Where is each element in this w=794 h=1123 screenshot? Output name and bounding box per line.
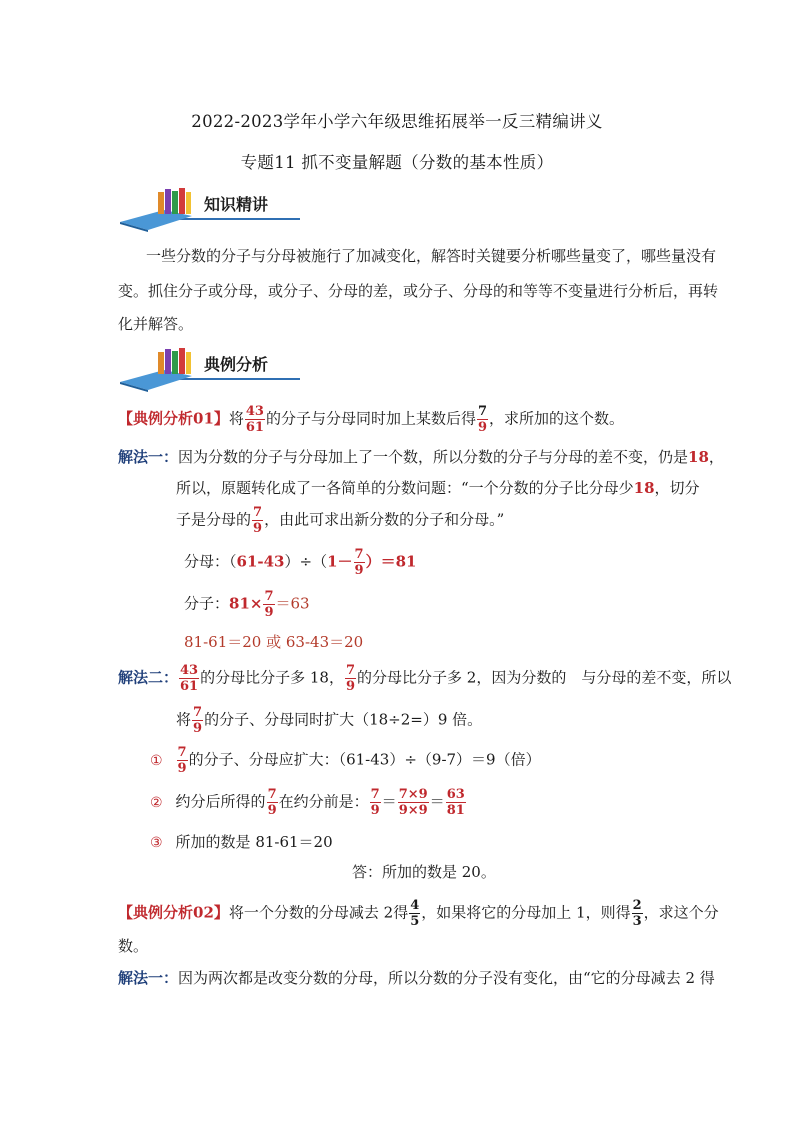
intro-line-2: 变。抓住分子或分母，或分子、分母的差，或分子、分母的和等等不变量进行分析后，再转: [118, 282, 719, 300]
intro-line-1: 一些分数的分子与分母被施行了加减变化，解答时关键要分析哪些量变了，哪些量没有: [146, 247, 717, 265]
example-02-question-line-2: 数。: [118, 937, 149, 955]
method-1-line-3: 子是分母的 $\frac{7}{9}$ ，由此可求出新分数的分子和分母。”: [176, 505, 505, 536]
calc-denominator: 分母：（61-43）÷（1－ $\frac{7}{9}$ ）＝81: [184, 547, 417, 578]
fraction-7-9: $\frac{7}{9}$: [370, 787, 380, 818]
example-01-question: 【典例分析01】将 $\frac{43}{61}$ 的分子与分母同时加上某数后得 $\frac{7}{9}$ ，求所加的这个数。: [118, 404, 625, 435]
fraction-63-81: $\frac{63}{81}$: [446, 787, 465, 818]
method-1-line-2: 所以，原题转化成了一各简单的分数问题：“一个分数的分子比分母少18，切分: [176, 479, 700, 497]
fraction-7-9: $\frac{7}{9}$: [354, 547, 364, 578]
fraction-2-3: $\frac{2}{3}$: [632, 898, 642, 929]
section-title-knowledge: 知识精讲: [204, 195, 269, 214]
fraction-7-9: $\frac{7}{9}$: [264, 589, 274, 620]
fraction-43-61: $\frac{43}{61}$: [180, 663, 199, 694]
answer: 答：所加的数是 20。: [352, 863, 496, 881]
section-header-knowledge: [118, 186, 300, 232]
method-1-label: 解法一：: [118, 448, 179, 466]
example-02-method-1-label: 解法一：: [118, 969, 179, 987]
fraction-7-9: $\frac{7}{9}$: [193, 705, 203, 736]
page-title: 2022-2023学年小学六年级思维拓展举一反三精编讲义: [191, 112, 603, 131]
calc-numerator: 分子：81× $\frac{7}{9}$ ＝63: [184, 589, 310, 620]
step-3: ③ 所加的数是 81-61＝20: [150, 833, 333, 851]
fraction-7-9: $\frac{7}{9}$: [177, 745, 187, 776]
fraction-7-9: $\frac{7}{9}$: [267, 787, 277, 818]
example-02-tag: 【典例分析02】: [118, 903, 229, 922]
page-subtitle: 专题11 抓不变量解题（分数的基本性质）: [240, 153, 554, 172]
fraction-43-61: $\frac{43}{61}$: [245, 404, 264, 435]
step-1: ① $\frac{7}{9}$ 的分子、分母应扩大：（61-43）÷（9-7）＝9（倍）: [150, 745, 541, 776]
example-01-tag: 【典例分析01】: [118, 409, 229, 428]
section-title-examples: 典例分析: [204, 355, 269, 374]
fraction-7-9: $\frac{7}{9}$: [253, 505, 263, 536]
fraction-7-9: $\frac{7}{9}$: [345, 663, 356, 694]
fraction-7-9: $\frac{7}{9}$: [478, 404, 488, 435]
example-02-method-1: 解法一：因为两次都是改变分数的分母，所以分数的分子没有变化，由“它的分母减去 2 得: [118, 969, 715, 987]
calc-difference: 81-61＝20 或 63-43＝20: [184, 633, 364, 651]
example-02-question: 【典例分析02】将一个分数的分母减去 2得 $\frac{4}{5}$ ，如果将它的分母加上 1，则得 $\frac{2}{3}$ ，求这个分: [118, 898, 719, 929]
step-2: ② 约分后所得的 $\frac{7}{9}$ 在约分前是： $\frac{7}{9}$ ＝ $\frac{7\times 9}{9\times 9}$ ＝ $\frac{63}{81}$: [150, 787, 465, 818]
fraction-4-5: $\frac{4}{5}$: [410, 898, 420, 929]
fraction-7x9-9x9: $\frac{7\times 9}{9\times 9}$: [398, 787, 428, 818]
method-2-line-1: 解法二： $\frac{43}{61}$ 的分母比分子多 18， $\frac{7}{9}$ 的分母比分子多 2，因为分数的 与分母的差不变，所以: [118, 663, 732, 694]
section-header-examples: [118, 346, 300, 392]
intro-line-3: 化并解答。: [118, 315, 194, 333]
method-1-line-1: 解法一：因为分数的分子与分母加上了一个数，所以分数的分子与分母的差不变，仍是18，: [118, 448, 724, 466]
method-2-line-2: 将 $\frac{7}{9}$ 的分子、分母同时扩大（18÷2=）9 倍。: [176, 705, 483, 736]
method-2-label: 解法二：: [118, 668, 179, 687]
